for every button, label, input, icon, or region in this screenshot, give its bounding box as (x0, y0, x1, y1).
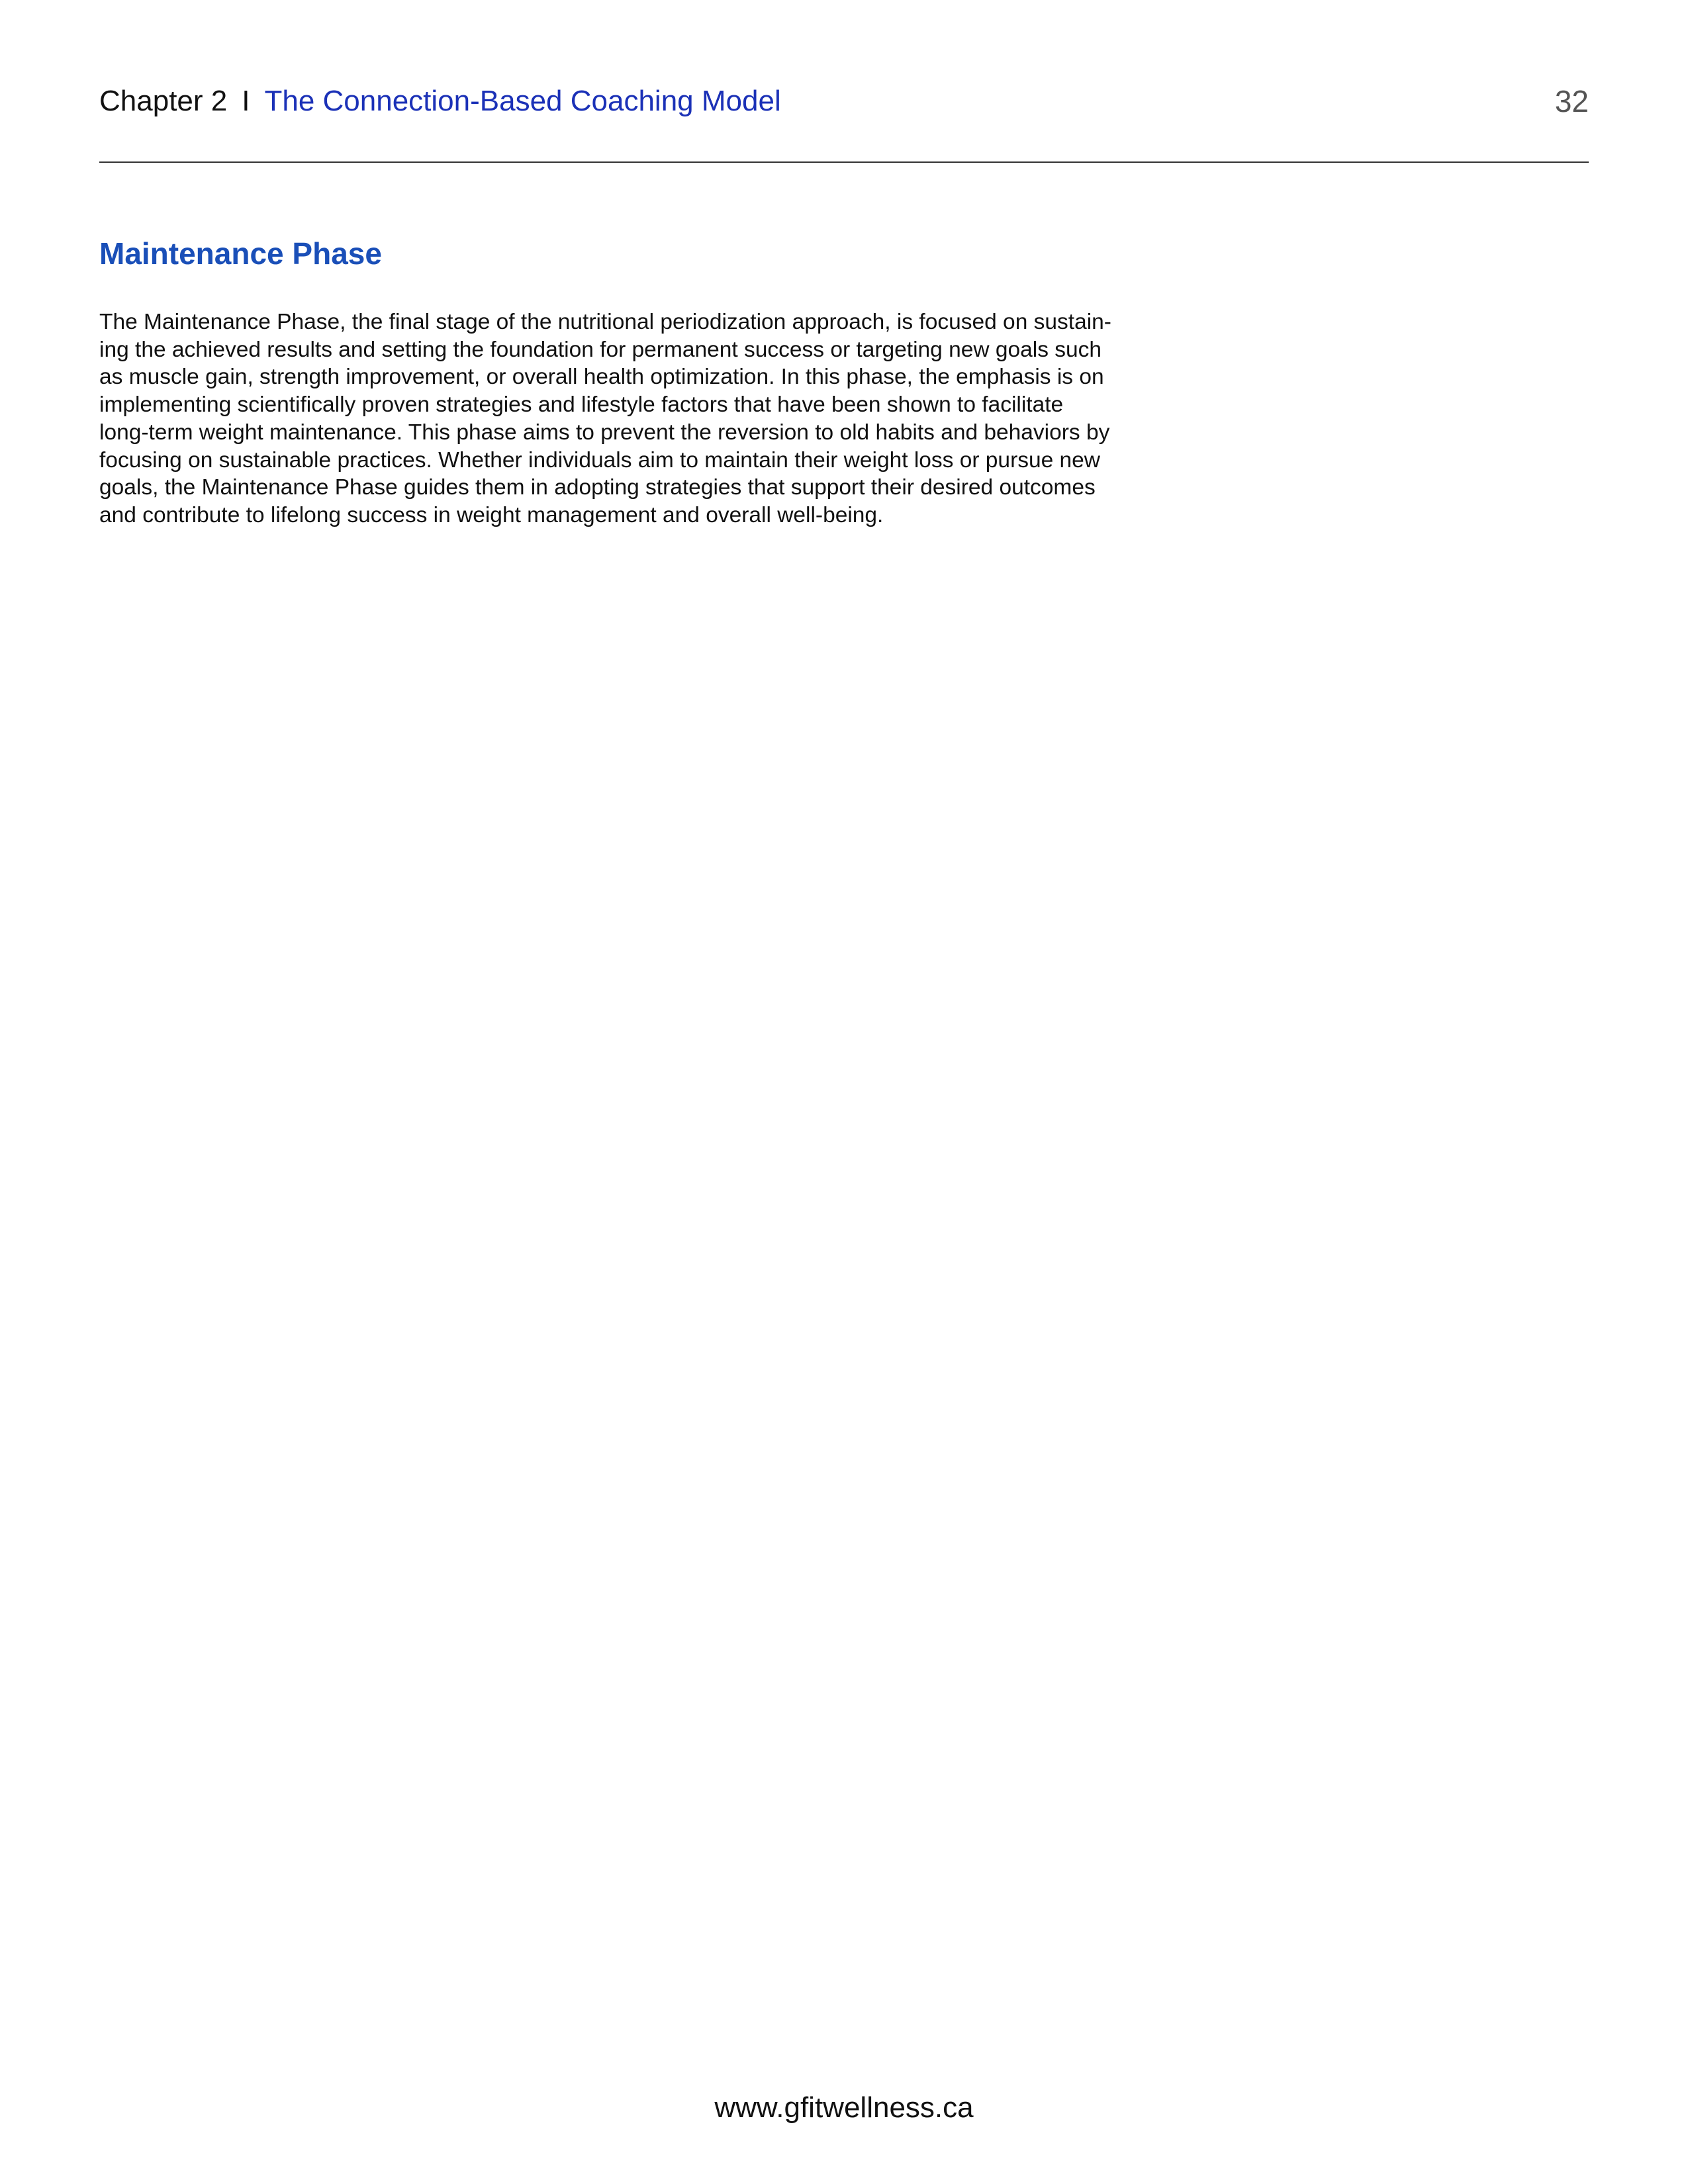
chapter-title: The Connection-Based Coaching Model (264, 85, 781, 117)
paragraph-line: The Maintenance Phase, the final stage of the nutritional periodization approach, is focused on sustain- (99, 310, 1111, 334)
paragraph-line: and contribute to lifelong success in weight management and overall well-being. (99, 502, 884, 527)
footer-website: www.gfitwellness.ca (714, 2091, 974, 2124)
page-number: 32 (1554, 84, 1589, 118)
paragraph-line: focusing on sustainable practices. Whether individuals aim to maintain their weight loss or pursue new (99, 447, 1100, 473)
paragraph-line: long-term weight maintenance. This phase aims to prevent the reversion to old habits and behaviors by (99, 420, 1110, 445)
running-header (99, 78, 1589, 124)
chapter-heading (99, 85, 781, 118)
paragraph-line: ing the achieved results and setting the foundation for permanent success or targeting new goals such (99, 337, 1102, 362)
chapter-label: Chapter 2 (99, 85, 228, 117)
section-heading: Maintenance Phase (99, 236, 382, 271)
paragraph-line: implementing scientifically proven strategies and lifestyle factors that have been shown to facilitate (99, 392, 1064, 418)
header-divider (99, 161, 1589, 163)
paragraph-line: as muscle gain, strength improvement, or overall health optimization. In this phase, the emphasis is on (99, 365, 1104, 390)
paragraph-line: goals, the Maintenance Phase guides them in adopting strategies that support their desired outcomes (99, 475, 1096, 500)
body-paragraph (99, 308, 1278, 529)
header-separator: I (242, 85, 250, 117)
